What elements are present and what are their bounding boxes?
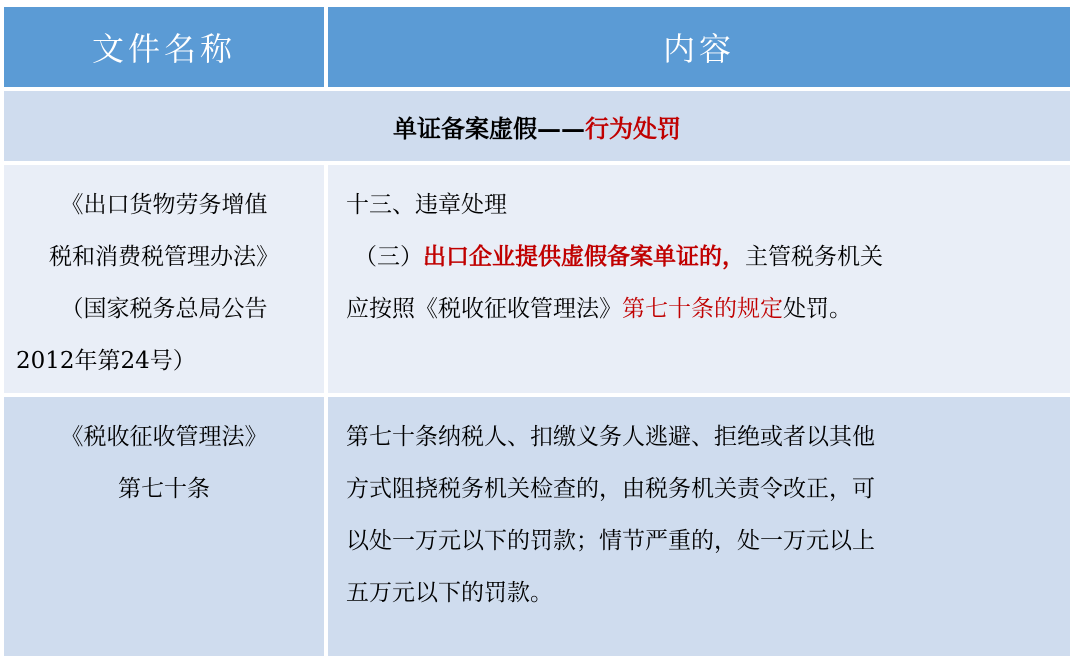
clause-number: （三） <box>354 244 423 270</box>
regulation-table <box>4 7 1070 656</box>
file-name-line: （国家税务总局公告 <box>60 296 268 322</box>
header-content: 内容 <box>328 7 1070 87</box>
row-file-name <box>4 165 324 393</box>
header-file-name: 文件名称 <box>4 7 324 87</box>
file-name-line: 2012年第24号） <box>16 348 196 374</box>
content-line: 方式阻挠税务机关检查的，由税务机关责令改正，可 <box>346 476 875 502</box>
section-title-main: 单证备案虚假—— <box>393 113 585 143</box>
table-row <box>4 165 1070 393</box>
clause-text: 主管税务机关 <box>745 244 883 270</box>
clause-highlight: 出口企业提供虚假备案单证的， <box>423 243 745 270</box>
file-name-line: 《出口货物劳务增值 <box>60 192 268 218</box>
row-content <box>328 165 1070 393</box>
file-name-line: 第七十条 <box>118 476 210 502</box>
clause-text: 应按照《税收征收管理法》 <box>346 296 622 322</box>
section-title-row <box>4 91 1070 161</box>
clause-highlight: 第七十条的规定 <box>622 296 783 322</box>
content-line <box>346 283 1050 335</box>
content-line: 以处一万元以下的罚款；情节严重的，处一万元以上 <box>346 528 875 554</box>
content-line: 十三、违章处理 <box>346 192 507 218</box>
file-name-line: 税和消费税管理办法》 <box>49 244 279 270</box>
section-title-highlight: 行为处罚 <box>585 113 681 143</box>
file-name-line: 《税收征收管理法》 <box>60 424 268 450</box>
clause-text: 处罚。 <box>783 296 852 322</box>
content-line: 五万元以下的罚款。 <box>346 580 553 606</box>
row-file-name <box>4 397 324 656</box>
content-line: 第七十条纳税人、扣缴义务人逃避、拒绝或者以其他 <box>346 424 875 450</box>
table-row <box>4 397 1070 656</box>
content-line <box>346 231 1050 283</box>
row-content <box>328 397 1070 656</box>
table-header-row <box>4 7 1070 87</box>
